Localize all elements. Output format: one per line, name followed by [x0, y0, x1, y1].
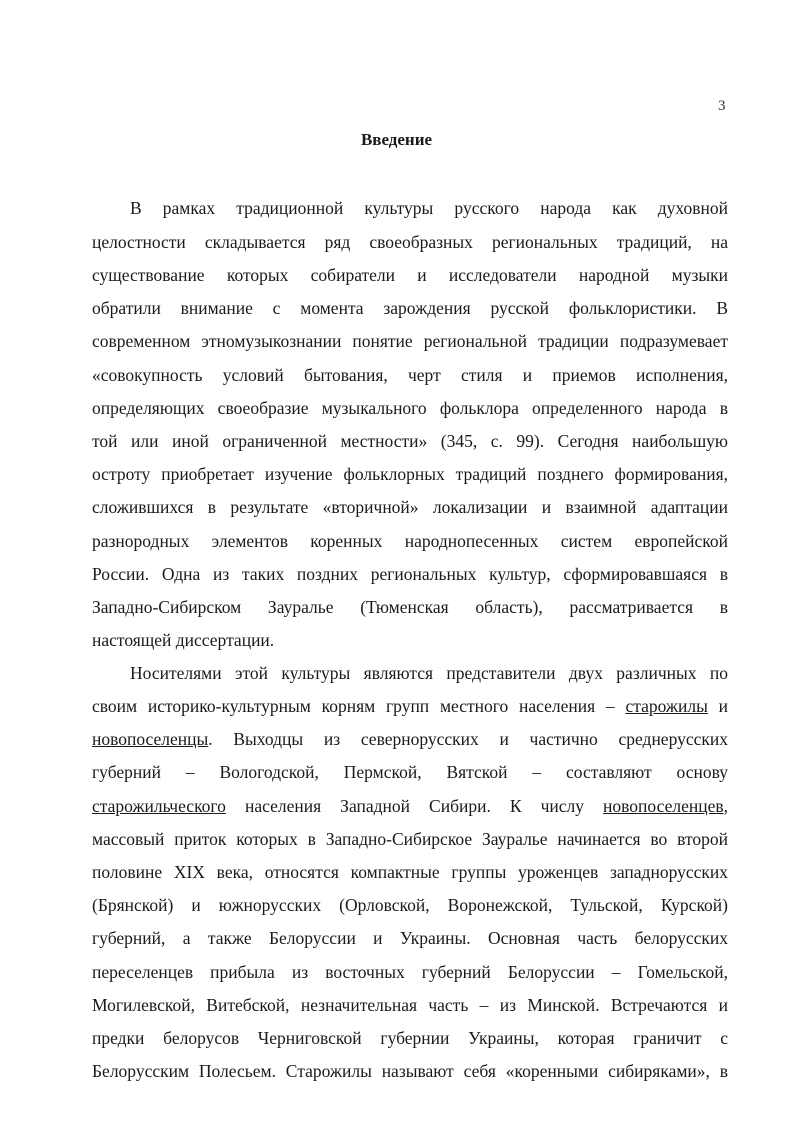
paragraph-1-line: Западно-Сибирском Зауралье (Тюменская область), рассматривается в	[92, 597, 728, 617]
paragraph-2-line: Носителями этой культуры являются представители двух различных по	[130, 663, 728, 683]
paragraph-1-line: «совокупность условий бытования, черт стиля и приемов исполнения,	[92, 365, 728, 385]
paragraph-2-line: предки белорусов Черниговской губернии Украины, которая граничит с	[92, 1028, 728, 1048]
paragraph-2-line: переселенцев прибыла из восточных губерний Белоруссии – Гомельской,	[92, 962, 728, 982]
paragraph-1-line: целостности складывается ряд своеобразных региональных традиций, на	[92, 232, 728, 252]
paragraph-1-line: В рамках традиционной культуры русского народа как духовной	[130, 198, 728, 218]
paragraph-1-line: разнородных элементов коренных народнопесенных систем европейской	[92, 531, 728, 551]
paragraph-1-line: современном этномузыкознании понятие региональной традиции подразумевает	[92, 331, 728, 351]
page-number: 3	[718, 98, 726, 114]
paragraph-1-line: определяющих своеобразие музыкального фольклора определенного народа в	[92, 398, 728, 418]
paragraph-2-line: губерний – Вологодской, Пермской, Вятской – составляют основу	[92, 762, 728, 782]
paragraph-1-line: сложившихся в результате «вторичной» локализации и взаимной адаптации	[92, 497, 728, 517]
paragraph-2-line: Могилевской, Витебской, незначительная часть – из Минской. Встречаются и	[92, 995, 728, 1015]
paragraph-2-line: Белорусским Полесьем. Старожилы называют себя «коренными сибиряками», в	[92, 1061, 728, 1081]
paragraph-2-line: массовый приток которых в Западно-Сибирское Зауралье начинается во второй	[92, 829, 728, 849]
paragraph-1-line: настоящей диссертации.	[92, 630, 275, 650]
paragraph-1-line: остроту приобретает изучение фольклорных традиций позднего формирования,	[92, 464, 728, 484]
paragraph-2-line: старожильческого населения Западной Сибири. К числу новопоселенцев,	[92, 796, 728, 816]
paragraph-2-line: своим историко-культурным корням групп местного населения – старожилы и	[92, 696, 729, 716]
page-title: Введение	[360, 130, 433, 149]
paragraph-2-line: половине XIX века, относятся компактные группы уроженцев западнорусских	[92, 862, 728, 882]
paragraph-1-line: существование которых собиратели и исследователи народной музыки	[92, 265, 728, 285]
term-novoposelentsev: новопоселенцев	[603, 796, 724, 816]
paragraph-1-line: той или иной ограниченной местности» (345, с. 99). Сегодня наибольшую	[92, 431, 728, 451]
term-novoposelentsy: новопоселенцы	[92, 729, 209, 749]
paragraph-1-line: России. Одна из таких поздних региональных культур, сформировавшаяся в	[92, 564, 728, 584]
term-starozhilcheskogo: старожильческого	[92, 796, 226, 816]
paragraph-1-line: обратили внимание с момента зарождения русской фольклористики. В	[92, 298, 728, 318]
paragraph-2-line: новопоселенцы. Выходцы из севернорусских и частично среднерусских	[92, 729, 728, 749]
paragraph-2-line: губерний, а также Белоруссии и Украины. Основная часть белорусских	[92, 928, 728, 948]
term-starozhily: старожилы	[625, 696, 708, 716]
paragraph-2-line: (Брянской) и южнорусских (Орловской, Воронежской, Тульской, Курской)	[92, 895, 728, 915]
